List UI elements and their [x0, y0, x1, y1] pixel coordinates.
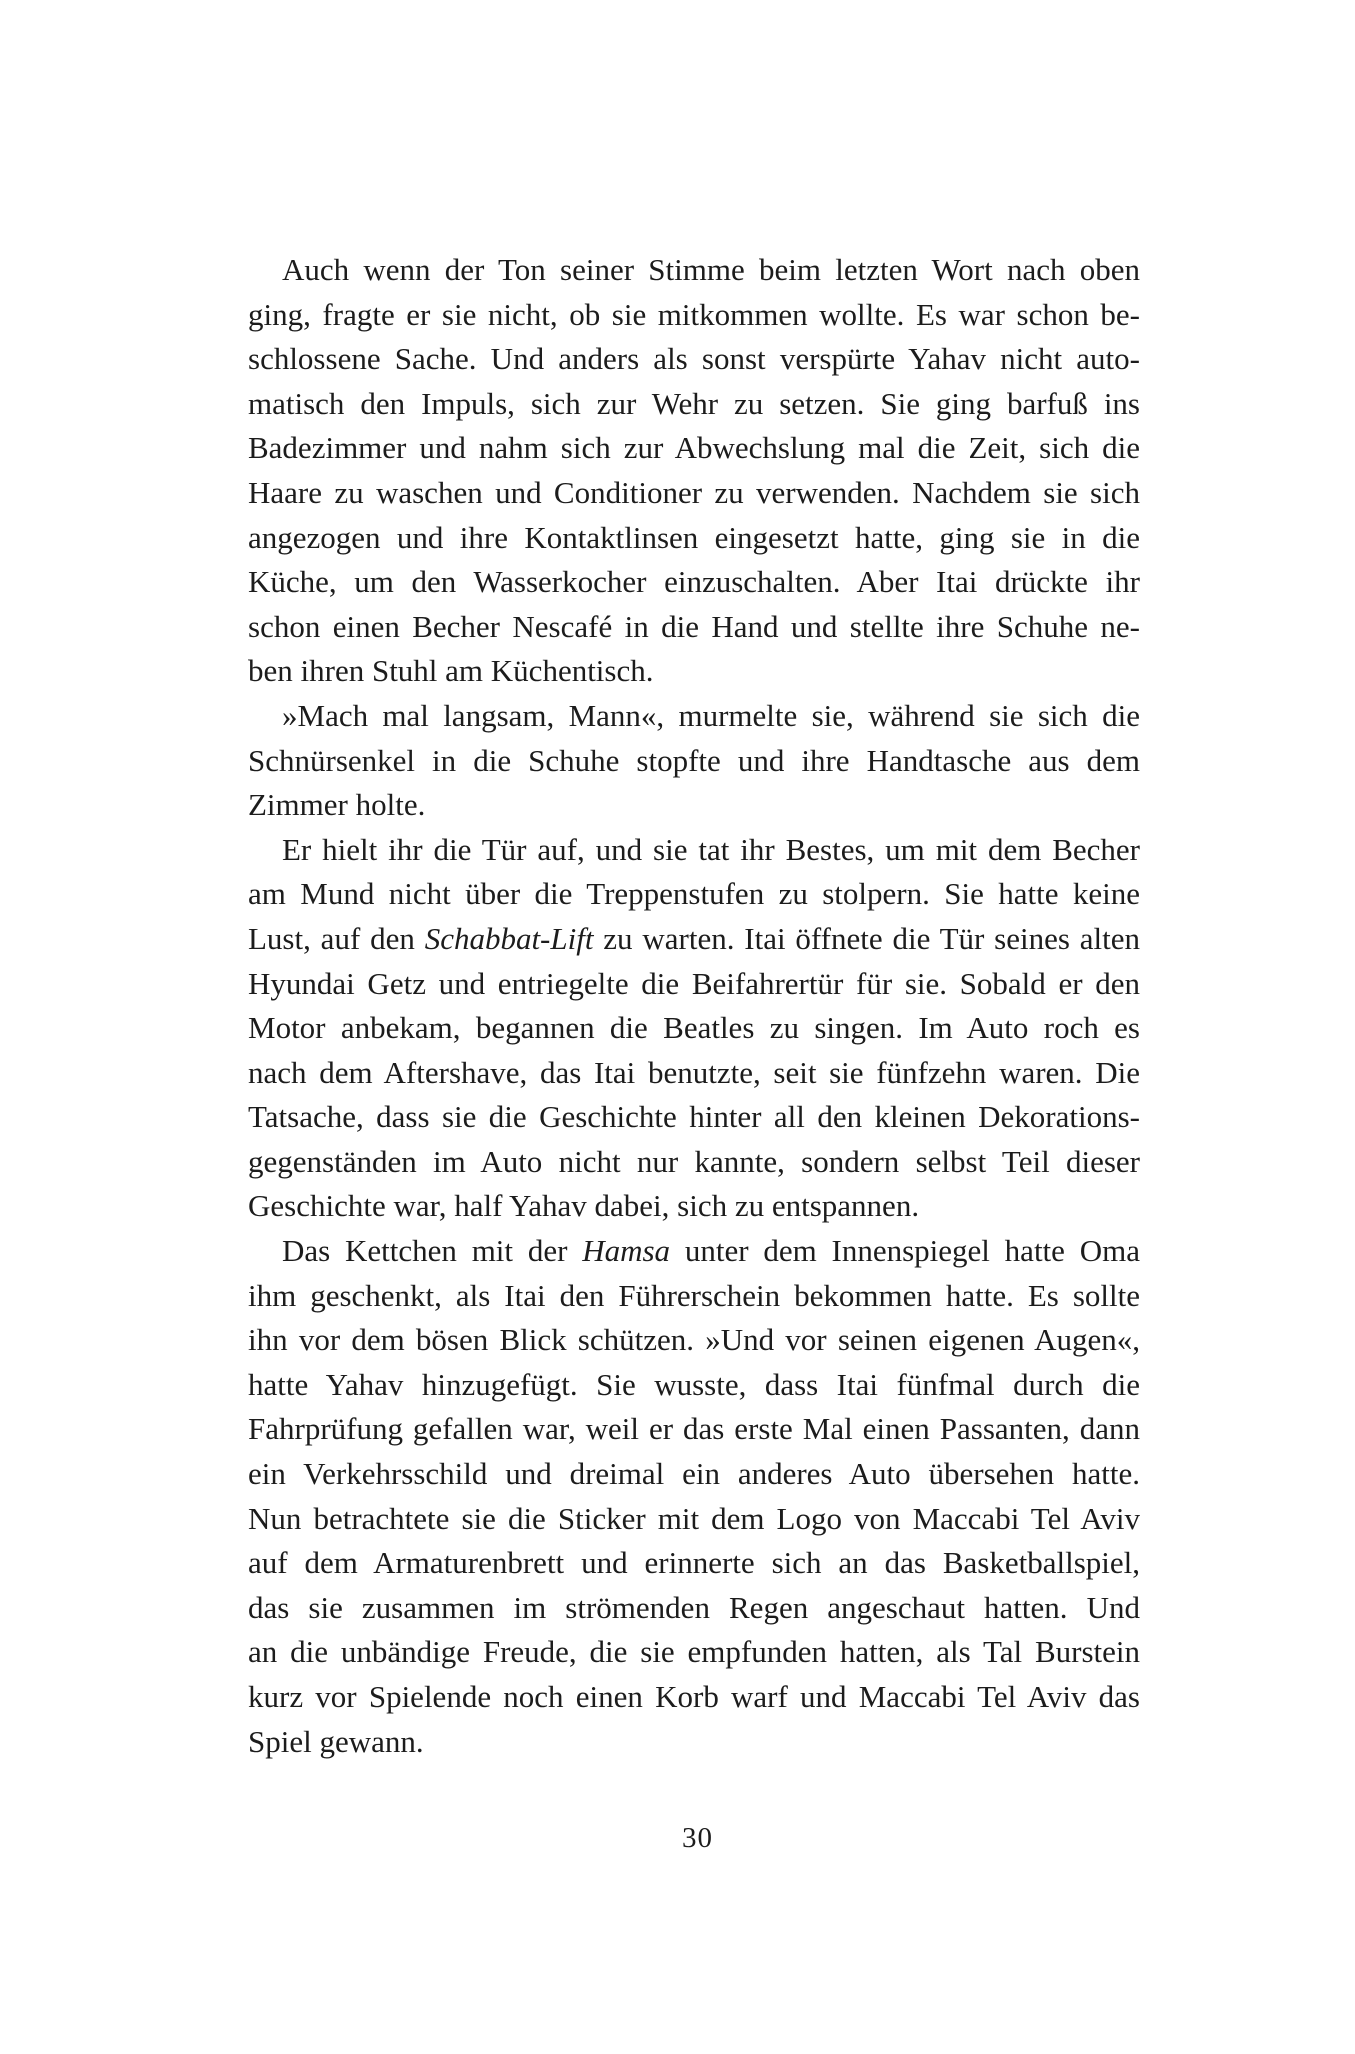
text-run: ging, fragte er sie nicht, ob sie mitkommen wollte. Es war schon be- — [248, 296, 1140, 332]
text-line — [248, 739, 1140, 784]
text-line — [248, 1318, 1140, 1363]
body-text — [248, 248, 1140, 1764]
text-run: auf dem Armaturenbrett und erinnerte sich an das Basketballspiel, — [248, 1545, 1140, 1581]
text-run: Motor anbekam, begannen die Beatles zu singen. Im Auto roch es — [248, 1010, 1140, 1046]
text-run: gegenständen im Auto nicht nur kannte, sondern selbst Teil dieser — [248, 1143, 1140, 1179]
text-line — [248, 1095, 1140, 1140]
text-run: Schnürsenkel in die Schuhe stopfte und ihre Handtasche aus dem — [248, 742, 1140, 778]
text-run: Lust, auf den — [248, 920, 425, 956]
text-run: Fahrprüfung gefallen war, weil er das erste Mal einen Passanten, dann — [248, 1411, 1140, 1447]
page-number: 30 — [682, 1822, 713, 1854]
text-run: matisch den Impuls, sich zur Wehr zu setzen. Sie ging barfuß ins — [248, 385, 1140, 421]
text-run: unter dem Innenspiegel hatte Oma — [670, 1233, 1140, 1269]
text-line — [248, 1051, 1140, 1096]
text-line — [248, 426, 1140, 471]
text-line — [248, 694, 1140, 739]
text-line — [248, 783, 1140, 828]
text-line — [248, 382, 1140, 427]
text-run: ihn vor dem bösen Blick schützen. »Und vor seinen eigenen Augen«, — [248, 1322, 1140, 1358]
text-line — [248, 1140, 1140, 1185]
text-run: Hyundai Getz und entriegelte die Beifahrertür für sie. Sobald er den — [248, 965, 1140, 1001]
text-line — [248, 248, 1140, 293]
text-line — [248, 1363, 1140, 1408]
text-line — [248, 605, 1140, 650]
text-run: ihm geschenkt, als Itai den Führerschein bekommen hatte. Es sollte — [248, 1277, 1140, 1313]
text-run: Küche, um den Wasserkocher einzuschalten. Aber Itai drückte ihr — [248, 564, 1140, 600]
text-line — [248, 471, 1140, 516]
paragraph — [248, 248, 1140, 694]
text-line — [248, 1274, 1140, 1319]
paragraph — [248, 1229, 1140, 1764]
text-run: ben ihren Stuhl am Küchentisch. — [248, 653, 654, 689]
text-run: zu warten. Itai öffnete die Tür seines alten — [593, 920, 1140, 956]
text-run: hatte Yahav hinzugefügt. Sie wusste, dass Itai fünfmal durch die — [248, 1366, 1140, 1402]
paragraph — [248, 694, 1140, 828]
text-line — [248, 1184, 1140, 1229]
text-run: Nun betrachtete sie die Sticker mit dem Logo von Maccabi Tel Aviv — [248, 1500, 1140, 1536]
text-run: an die unbändige Freude, die sie empfunden hatten, als Tal Burstein — [248, 1634, 1140, 1670]
text-run: das sie zusammen im strömenden Regen angeschaut hatten. Und — [248, 1589, 1140, 1625]
text-line — [248, 516, 1140, 561]
text-line — [248, 1497, 1140, 1542]
text-run: Geschichte war, half Yahav dabei, sich zu entspannen. — [248, 1188, 920, 1224]
text-run: Auch wenn der Ton seiner Stimme beim letzten Wort nach oben — [282, 252, 1140, 287]
text-line — [248, 1452, 1140, 1497]
text-run: Spiel gewann. — [248, 1723, 424, 1759]
text-run: nach dem Aftershave, das Itai benutzte, seit sie fünfzehn waren. Die — [248, 1054, 1140, 1090]
text-run: Das Kettchen mit der — [282, 1233, 583, 1269]
text-run: Tatsache, dass sie die Geschichte hinter all den kleinen Dekorations- — [248, 1099, 1140, 1135]
paragraph — [248, 828, 1140, 1229]
italic-term: Schabbat-Lift — [424, 920, 594, 956]
italic-term: Hamsa — [582, 1233, 671, 1269]
text-run: »Mach mal langsam, Mann«, murmelte sie, während sie sich die — [282, 697, 1140, 733]
text-line — [248, 1720, 1140, 1765]
text-line — [248, 293, 1140, 338]
text-line — [248, 649, 1140, 694]
text-run: Haare zu waschen und Conditioner zu verwenden. Nachdem sie sich — [248, 474, 1140, 510]
text-line — [248, 828, 1140, 873]
text-line — [248, 1541, 1140, 1586]
text-run: kurz vor Spielende noch einen Korb warf und Maccabi Tel Aviv das — [248, 1679, 1140, 1714]
text-run: Badezimmer und nahm sich zur Abwechslung mal die Zeit, sich die — [248, 430, 1140, 466]
text-line — [248, 872, 1140, 917]
text-line — [248, 337, 1140, 382]
text-run: Zimmer holte. — [248, 787, 426, 823]
text-line — [248, 1006, 1140, 1051]
text-line — [248, 1586, 1140, 1631]
text-run: schon einen Becher Nescafé in die Hand und stellte ihre Schuhe ne- — [248, 608, 1140, 644]
text-line — [248, 1229, 1140, 1274]
text-run: am Mund nicht über die Treppenstufen zu stolpern. Sie hatte keine — [248, 876, 1140, 912]
text-line — [248, 560, 1140, 605]
text-run: ein Verkehrsschild und dreimal ein anderes Auto übersehen hatte. — [248, 1456, 1140, 1492]
text-line — [248, 1675, 1140, 1720]
text-run: Er hielt ihr die Tür auf, und sie tat ihr Bestes, um mit dem Becher — [282, 831, 1140, 867]
text-line — [248, 962, 1140, 1007]
text-run: angezogen und ihre Kontaktlinsen eingesetzt hatte, ging sie in die — [248, 519, 1140, 555]
text-line — [248, 1407, 1140, 1452]
text-line — [248, 917, 1140, 962]
text-run: schlossene Sache. Und anders als sonst verspürte Yahav nicht auto- — [248, 341, 1140, 377]
text-line — [248, 1630, 1140, 1675]
